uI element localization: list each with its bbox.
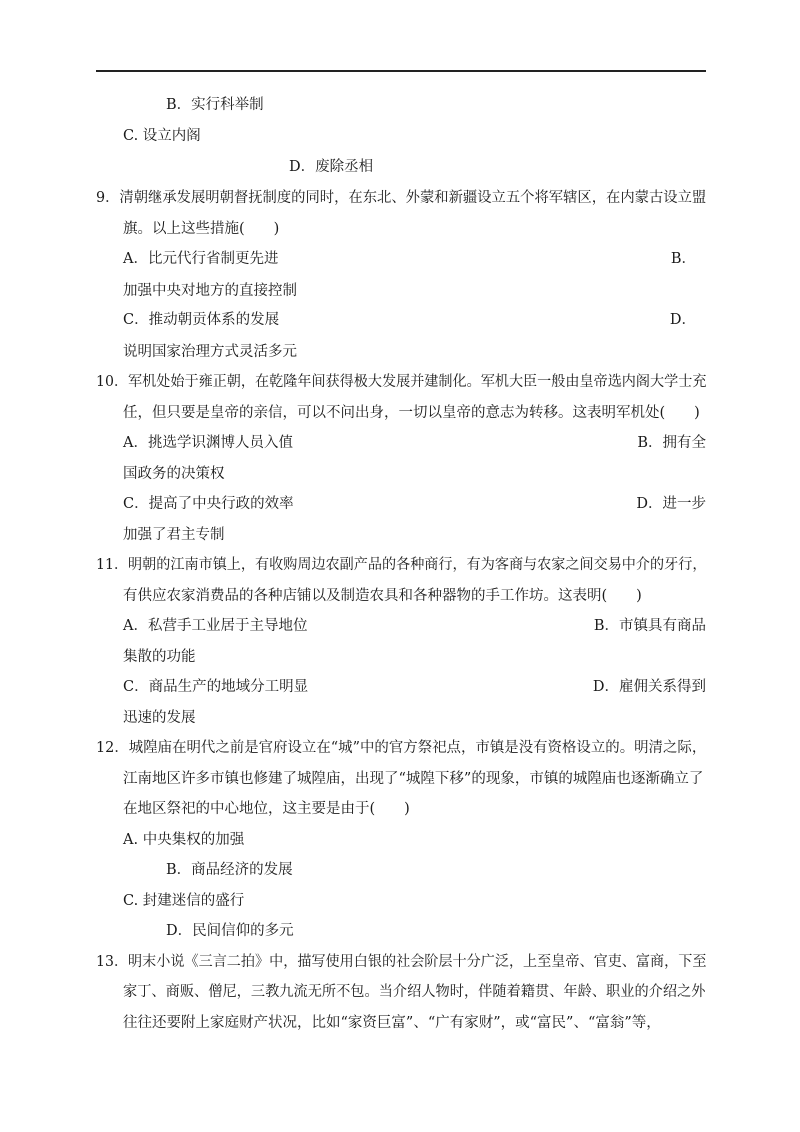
q9-option-d-mark: D． (669, 312, 696, 328)
q10-option-c: C．提高了中央行政的效率 (123, 496, 294, 512)
q11-option-c: C．商品生产的地域分工明显 (123, 679, 309, 695)
q12-stem-line-1: 12．城隍庙在明代之前是官府设立在“城”中的官方祭祀点，市镇是没有资格设立的。明清之际， (96, 740, 707, 756)
q11-option-d-head: D．雇佣关系得到 (592, 679, 706, 695)
q8-option-c: C. 设立内阁 (123, 128, 201, 144)
q9-option-a: A．比元代行省制更先进 (123, 251, 279, 267)
q9-stem-line-2: 旗。以上这些措施( ) (123, 221, 280, 237)
q12-stem-line-2: 江南地区许多市镇也修建了城隍庙，出现了“城隍下移”的现象，市镇的城隍庙也逐渐确立了 (123, 771, 704, 787)
q12-option-a: A. 中央集权的加强 (123, 832, 245, 848)
q8-option-d: D．废除丞相 (289, 159, 374, 175)
q12-stem-line-3: 在地区祭祀的中心地位，这主要是由于( ) (123, 801, 410, 817)
q9-option-d-text: 说明国家治理方式灵活多元 (123, 344, 297, 360)
q12-option-b: B．商品经济的发展 (166, 862, 293, 878)
q8-option-b: B．实行科举制 (166, 97, 264, 113)
q10-stem-line-1: 10．军机处始于雍正朝，在乾隆年间获得极大发展并建制化。军机大臣一般由皇帝选内阁大学士充 (96, 374, 707, 390)
q10-option-a: A．挑选学识渊博人员入值 (123, 435, 293, 451)
q11-option-d-tail: 迅速的发展 (123, 710, 196, 726)
q9-stem-line-1: 9．清朝继承发展明朝督抚制度的同时，在东北、外蒙和新疆设立五个将军辖区，在内蒙古设立盟 (96, 190, 707, 206)
q11-stem-line-2: 有供应农家消费品的各种店铺以及制造农具和各种器物的手工作坊。这表明( ) (123, 588, 642, 604)
q12-option-c: C. 封建迷信的盛行 (123, 893, 245, 909)
q11-option-a: A．私营手工业居于主导地位 (123, 618, 308, 634)
q11-option-b-head: B．市镇具有商品 (593, 618, 706, 634)
q10-option-b-head: B．拥有全 (637, 435, 706, 451)
q9-option-b-mark: B． (670, 251, 696, 267)
q10-option-d-tail: 加强了君主专制 (123, 527, 225, 543)
q10-option-d-head: D．进一步 (636, 496, 706, 512)
q13-stem-line-2: 家丁、商贩、僧尼，三教九流无所不包。当介绍人物时，伴随着籍贯、年龄、职业的介绍之外 (123, 984, 706, 1000)
q13-stem-line-3: 往往还要附上家庭财产状况，比如“家资巨富”、“广有家财”，或“富民”、“富翁”等， (123, 1015, 661, 1031)
q10-stem-line-2: 任，但只要是皇帝的亲信，可以不问出身，一切以皇帝的意志为转移。这表明军机处( ) (123, 405, 700, 421)
q12-option-d: D．民间信仰的多元 (166, 923, 294, 939)
header-rule (96, 70, 706, 72)
q11-option-b-tail: 集散的功能 (123, 649, 196, 665)
q9-option-b-text: 加强中央对地方的直接控制 (123, 283, 297, 299)
q11-stem-line-1: 11．明朝的江南市镇上，有收购周边农副产品的各种商行，有为客商与农家之间交易中介的牙行， (96, 557, 707, 573)
q9-option-c: C．推动朝贡体系的发展 (123, 312, 280, 328)
q13-stem-line-1: 13．明末小说《三言二拍》中，描写使用白银的社会阶层十分广泛，上至皇帝、官吏、富商，下至 (96, 954, 707, 970)
q10-option-b-tail: 国政务的决策权 (123, 466, 225, 482)
